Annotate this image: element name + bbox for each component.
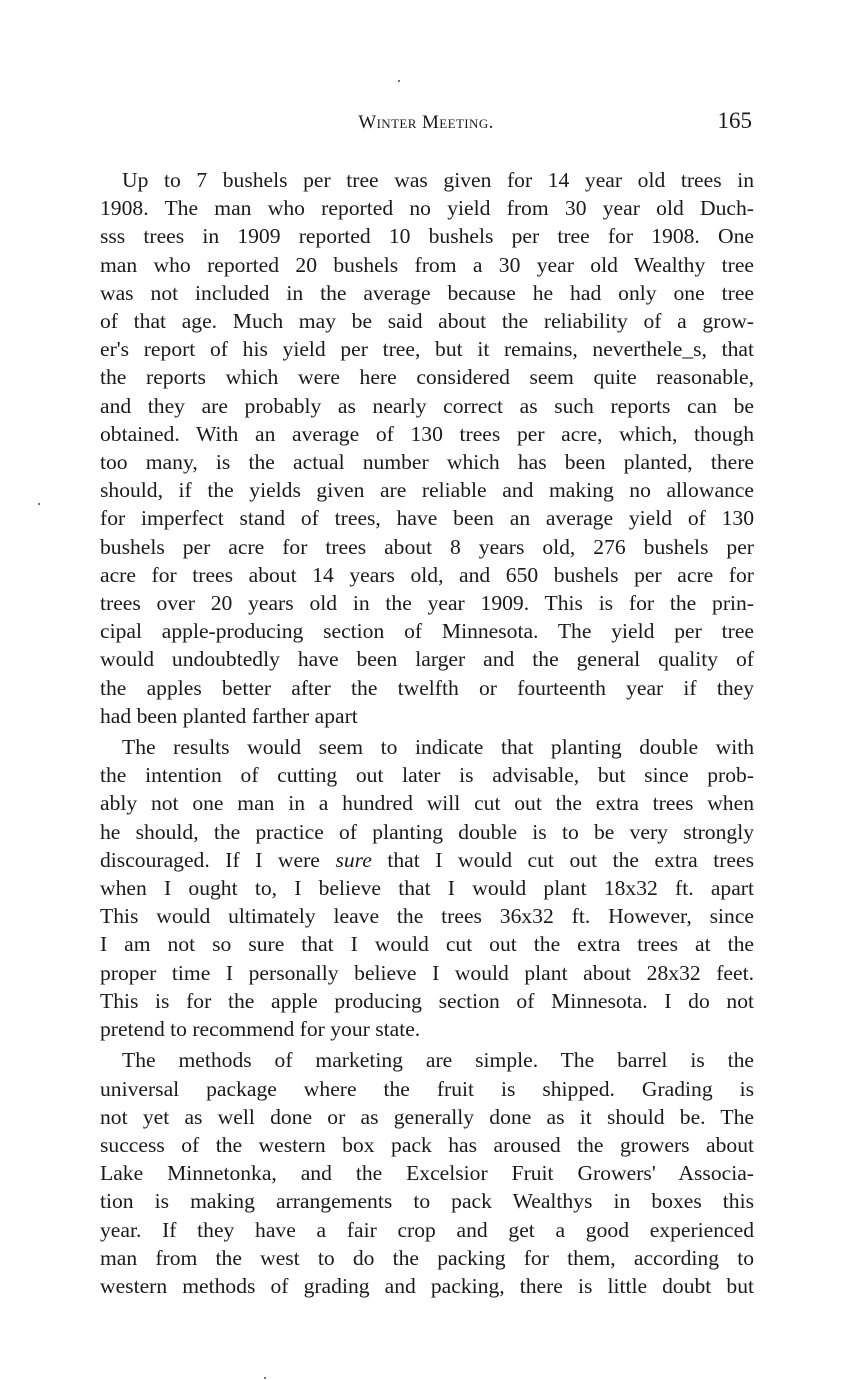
text-line: universal package where the fruit is shipped. Grading is <box>100 1076 754 1101</box>
text-line: success of the western box pack has aroused the growers about <box>100 1132 754 1157</box>
text-line: ably not one man in a hundred will cut out the extra trees when <box>100 791 754 816</box>
text-line: bushels per acre for trees about 8 years old, 276 bushels per <box>100 534 754 559</box>
emphasized-word: sure <box>335 847 372 872</box>
text-line: when I ought to, I believe that I would plant 18x32 ft. apart <box>100 876 754 901</box>
text-segment: discouraged. If I were <box>100 847 320 872</box>
text-line: This is for the apple producing section of Minnesota. I do not <box>100 988 754 1013</box>
text-line: too many, is the actual number which has been planted, there <box>100 450 754 475</box>
text-line: This would ultimately leave the trees 36x32 ft. However, since <box>100 904 754 929</box>
body-text <box>100 166 754 1303</box>
text-line: had been planted farther apart <box>100 703 358 728</box>
running-title: Winter Meeting. <box>358 112 494 133</box>
text-line-with-emphasis <box>100 846 754 874</box>
text-line: he should, the practice of planting double is to be very strongly <box>100 819 754 844</box>
text-line: Up to 7 bushels per tree was given for 14 year old trees in <box>122 168 754 192</box>
text-line: of that age. Much may be said about the reliability of a grow- <box>100 309 754 334</box>
page-number: 165 <box>717 108 752 133</box>
text-line: pretend to recommend for your state. <box>100 1017 421 1042</box>
text-segment: that I would cut out the extra trees <box>387 847 754 872</box>
text-line: the intention of cutting out later is advisable, but since prob- <box>100 763 754 788</box>
text-line: should, if the yields given are reliable and making no allowance <box>100 478 754 503</box>
paragraph-marketing <box>100 1046 754 1300</box>
print-speck <box>38 503 40 505</box>
print-speck <box>264 1377 266 1379</box>
text-line: Lake Minnetonka, and the Excelsior Fruit Growers' Associa- <box>100 1161 754 1186</box>
text-line: 1908. The man who reported no yield from 30 year old Duch- <box>100 196 754 221</box>
paragraph-planting <box>100 733 754 1043</box>
text-line: The methods of marketing are simple. The barrel is the <box>122 1048 754 1073</box>
text-line: sss trees in 1909 reported 10 bushels per tree for 1908. One <box>100 224 754 249</box>
text-line: obtained. With an average of 130 trees per acre, which, though <box>100 421 754 446</box>
text-line: proper time I personally believe I would plant about 28x32 feet. <box>100 960 754 985</box>
print-speck <box>398 80 400 82</box>
text-line: acre for trees about 14 years old, and 650 bushels per acre for <box>100 562 754 587</box>
text-line: was not included in the average because he had only one tree <box>100 280 754 305</box>
text-line: tion is making arrangements to pack Wealthys in boxes this <box>100 1189 754 1214</box>
text-line: er's report of his yield per tree, but it remains, neverthele_s, that <box>100 337 754 362</box>
text-line: year. If they have a fair crop and get a good experienced <box>100 1217 754 1242</box>
text-line: would undoubtedly have been larger and the general quality of <box>100 647 754 672</box>
text-line: for imperfect stand of trees, have been an average yield of 130 <box>100 506 754 531</box>
text-line: cipal apple-producing section of Minnesota. The yield per tree <box>100 619 754 644</box>
text-line: the apples better after the twelfth or fourteenth year if they <box>100 675 754 700</box>
page-header <box>100 108 752 138</box>
text-line: not yet as well done or as generally done as it should be. The <box>100 1104 754 1129</box>
text-line: trees over 20 years old in the year 1909. This is for the prin- <box>100 591 754 616</box>
text-line: I am not so sure that I would cut out the extra trees at the <box>100 932 754 957</box>
text-line: man from the west to do the packing for them, according to <box>100 1245 754 1270</box>
text-line: The results would seem to indicate that planting double with <box>122 735 754 760</box>
text-line: western methods of grading and packing, there is little doubt but <box>100 1273 754 1298</box>
text-line: the reports which were here considered seem quite reasonable, <box>100 365 754 390</box>
text-line: man who reported 20 bushels from a 30 year old Wealthy tree <box>100 252 754 277</box>
paragraph-yields <box>100 166 754 730</box>
text-line: and they are probably as nearly correct as such reports can be <box>100 393 754 418</box>
